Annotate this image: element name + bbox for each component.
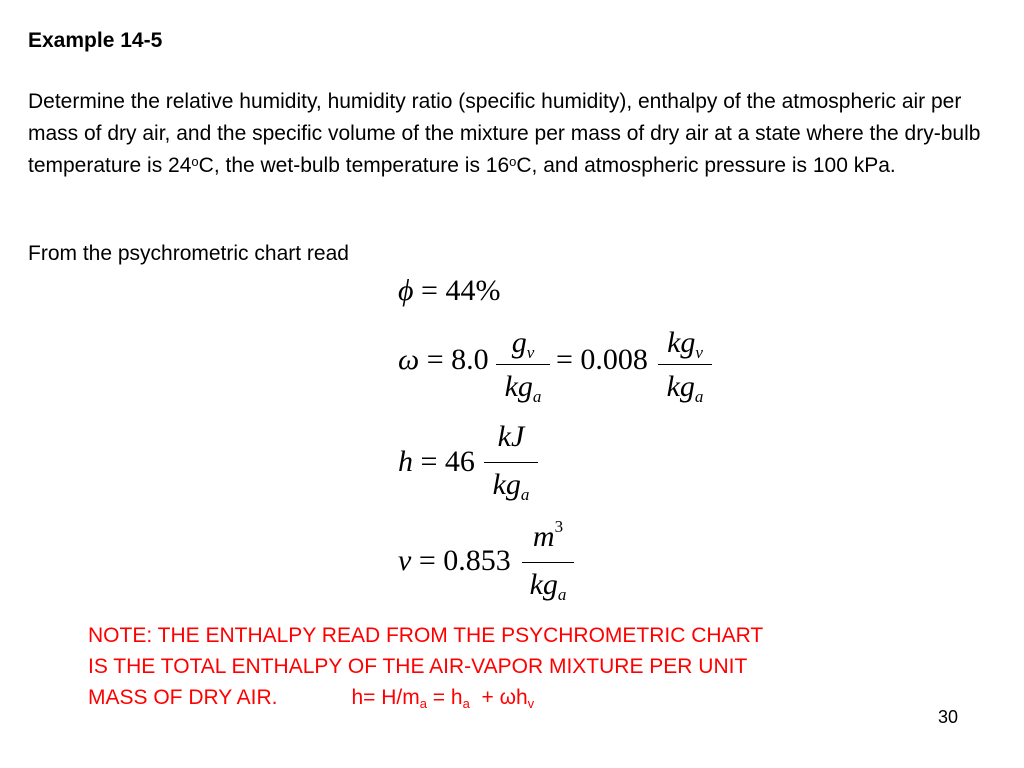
specific-volume-fraction xyxy=(522,517,574,606)
fraction-bar xyxy=(522,562,574,563)
enthalpy-fraction xyxy=(484,420,538,506)
omega-den2-text: kg xyxy=(666,370,695,403)
h-den-text: kg xyxy=(492,468,521,501)
h-den-sub: a xyxy=(520,485,530,504)
phi-equation xyxy=(398,274,500,308)
v-equals: = xyxy=(418,544,436,577)
omega-value-1: 8.0 xyxy=(451,343,489,376)
omega-fraction-2 xyxy=(658,326,712,410)
page-number: 30 xyxy=(938,707,959,727)
omega-den1-text: kg xyxy=(504,370,533,403)
h-denominator xyxy=(484,468,538,502)
phi-symbol: ϕ xyxy=(398,274,414,307)
v-value: 0.853 xyxy=(443,544,511,577)
omega-rhs xyxy=(556,343,648,377)
omega-num2-sub: v xyxy=(695,343,703,362)
h-equals: = xyxy=(420,445,438,478)
v-den-sub: a xyxy=(557,585,567,604)
omega-den2-sub: a xyxy=(694,387,704,406)
omega-lhs xyxy=(398,343,489,377)
enthalpy-note xyxy=(88,620,988,713)
omega-numerator-1 xyxy=(496,326,550,360)
note-line-3-text: MASS OF DRY AIR. xyxy=(88,686,278,709)
omega-num1-sub: v xyxy=(526,343,535,362)
formula-plus: + ωh xyxy=(469,686,528,709)
fraction-bar xyxy=(496,364,550,365)
chart-read-line: From the psychrometric chart read xyxy=(28,242,349,265)
problem-text-3: C, and atmospheric pressure is 100 kPa. xyxy=(516,154,896,177)
fraction-bar xyxy=(658,364,712,365)
omega-num2-text: kg xyxy=(667,326,696,359)
phi-value: 44% xyxy=(445,274,501,307)
example-title: Example 14-5 xyxy=(28,29,163,52)
phi-equals: = xyxy=(421,274,438,307)
formula-sub-a2: a xyxy=(462,696,470,711)
fraction-bar xyxy=(484,462,538,463)
omega-numerator-2 xyxy=(658,326,712,360)
omega-denominator-1 xyxy=(496,370,550,404)
specific-volume-lhs xyxy=(398,544,511,578)
omega-den1-sub: a xyxy=(532,387,542,406)
degree-symbol-2: o xyxy=(509,154,517,169)
enthalpy-formula xyxy=(351,686,534,709)
h-value: 46 xyxy=(444,445,475,478)
v-numerator xyxy=(522,517,574,554)
omega-denominator-2 xyxy=(658,370,712,404)
formula-eq: = h xyxy=(426,686,463,709)
omega-value-2: 0.008 xyxy=(580,343,648,376)
omega-equals-1: = xyxy=(426,343,444,376)
h-symbol: h xyxy=(398,445,413,478)
omega-symbol: ω xyxy=(398,343,420,376)
note-line-1: NOTE: THE ENTHALPY READ FROM THE PSYCHROMETRIC CHART xyxy=(88,624,764,647)
omega-num1-text: g xyxy=(511,326,527,359)
v-num-sup: 3 xyxy=(554,517,564,536)
degree-symbol-1: o xyxy=(191,154,199,169)
omega-equals-2: = xyxy=(556,343,573,376)
formula-sub-v: v xyxy=(527,696,535,711)
problem-statement xyxy=(28,86,1008,182)
problem-text-1: Determine the relative humidity, humidity ratio (specific humidity), enthalpy of the atmospheric air per mass of dry air, and the specific volume of the mixture per mass of dry air at a state where the dry-bulb temperature is 24 xyxy=(28,90,981,177)
formula-sub-a1: a xyxy=(419,696,427,711)
note-line-3 xyxy=(88,682,988,713)
v-num-text: m xyxy=(532,520,555,553)
enthalpy-lhs xyxy=(398,445,475,479)
formula-h: h= H/m xyxy=(351,686,420,709)
note-line-2: IS THE TOTAL ENTHALPY OF THE AIR-VAPOR MIXTURE PER UNIT xyxy=(88,655,748,678)
h-numerator: kJ xyxy=(497,420,525,453)
v-denominator xyxy=(522,568,574,602)
v-symbol: v xyxy=(398,544,412,577)
v-den-text: kg xyxy=(529,568,558,601)
problem-text-2: C, the wet-bulb temperature is 16 xyxy=(198,154,510,177)
omega-fraction-1 xyxy=(496,326,550,410)
